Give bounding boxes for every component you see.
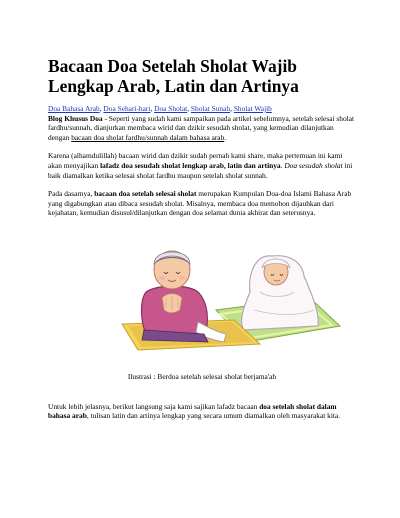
category-link-doa-bahasa-arab[interactable]: Doa Bahasa Arab — [48, 104, 100, 113]
paragraph-2-text: Karena (alhamdulillah) bacaan wirid dan dzikir sudah pernah kami share, maka pertemuan ini kami akan menyajikan — [48, 151, 343, 170]
paragraph-3-text: merupakan Kumpulan Doa-doa Islami Bahasa Arab yang digabungkan atau dibaca sesudah sholat. Misalnya, membaca doa memohon dijauhkan dari kejahatan, kemudian disusul/dilanjutkan dengan doa selamat dunia akhirat dan seterusnya. — [48, 189, 352, 218]
category-link-sholat-wajib[interactable]: Sholat Wajib — [233, 104, 272, 113]
paragraph-4-text: , tulisan latin dan artinya lengkap yang secara umum diamalkan oleh masyarakat kita. — [86, 411, 341, 421]
category-separator: , — [230, 104, 234, 113]
paragraph-4 — [48, 402, 356, 421]
intro-paragraph — [48, 114, 356, 143]
category-separator: , — [150, 104, 155, 113]
praying-children-illustration — [48, 226, 348, 366]
paragraph-3-bold: bacaan doa setelah selesai sholat — [94, 189, 197, 199]
illustration — [48, 226, 348, 366]
paragraph-2-bold: lafadz doa sesudah sholat lengkap arab, latin dan artinya — [100, 160, 281, 170]
intro-inline-link[interactable]: bacaan doa sholat fardhu/sunnah dalam bahasa arab — [71, 132, 225, 142]
category-link-doa-sholat[interactable]: Doa Sholat — [154, 104, 188, 113]
intro-label: Blog Khusus Doa — [48, 113, 103, 123]
illustration-caption: Ilustrasi : Berdoa setelah selesai sholat berjama'ah — [127, 371, 277, 381]
category-link-sholat-sunah[interactable]: Sholat Sunah — [190, 104, 231, 113]
category-link-doa-sehari-hari[interactable]: Doa Sehari-hari — [103, 104, 151, 113]
category-links — [48, 104, 356, 114]
intro-text-end: . — [224, 132, 227, 142]
article-title: Bacaan Doa Setelah Sholat Wajib Lengkap Arab, Latin dan Artinya — [48, 56, 299, 96]
paragraph-2-text: . — [280, 160, 285, 170]
intro-text: - Seperti yang sudah kami sampaikan pada artikel sebelumnya, setelah selesai sholat fardhu/sunnah, dianjurkan membaca wirid dan dzikir sesudah sholat, yang kemudian dilanjutkan dengan — [48, 113, 355, 142]
paragraph-2 — [48, 151, 356, 180]
category-separator: , — [99, 104, 104, 113]
article — [48, 56, 356, 421]
paragraph-2-text: ini baik diamalkan ketika selesai sholat fardhu maupun setelah sholat sunnah. — [48, 160, 353, 180]
paragraph-3 — [48, 189, 356, 218]
paragraph-4-bold: doa setelah sholat dalam bahasa arab — [48, 401, 337, 421]
paragraph-2-italic: Doa sesudah sholat — [284, 160, 343, 170]
paragraph-4-text: Untuk lebih jelasnya, berikut langsung saja kami sajikan lafadz bacaan — [48, 401, 260, 411]
category-separator: , — [187, 104, 191, 113]
paragraph-3-text: Pada dasarnya, — [48, 189, 95, 199]
